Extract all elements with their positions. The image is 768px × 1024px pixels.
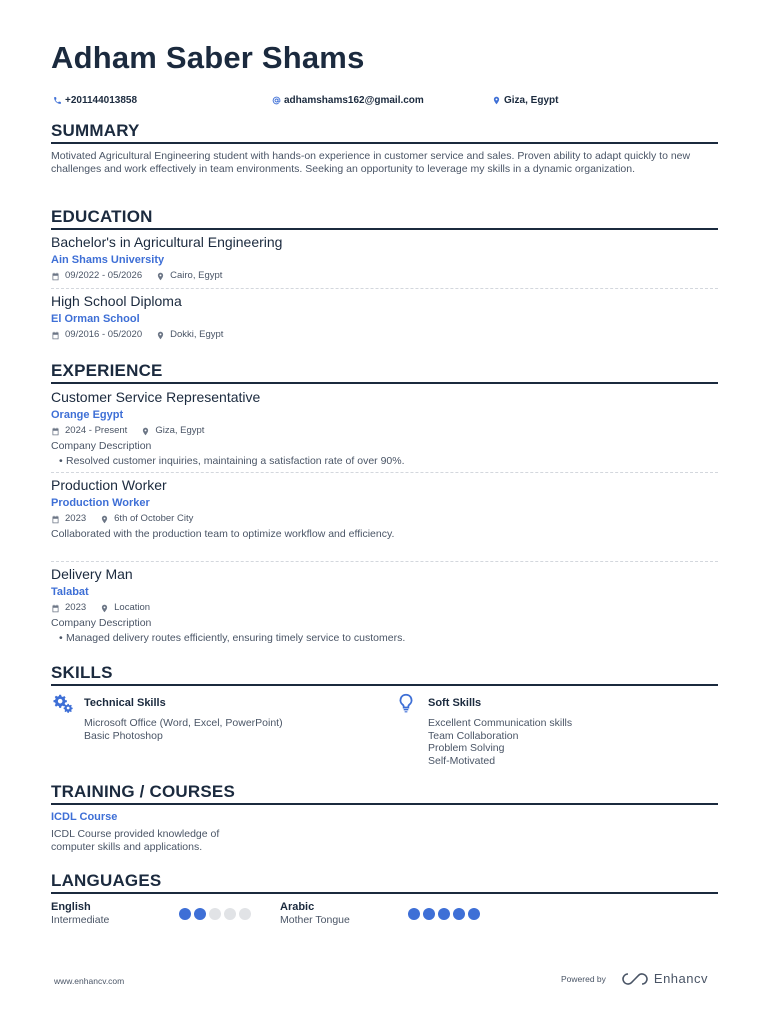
calendar-icon: [51, 272, 60, 281]
summary-heading: SUMMARY: [51, 121, 718, 144]
language-item: [280, 901, 500, 929]
entry-dates: 2023: [65, 513, 87, 524]
rating-dot: [453, 908, 465, 920]
company-description: Company Description: [51, 440, 152, 452]
location-pin-icon: [156, 272, 165, 281]
company-description: Company Description: [51, 617, 152, 629]
phone-text: +201144013858: [65, 94, 138, 106]
language-rating: [179, 908, 254, 920]
entry-meta: [51, 425, 718, 437]
location-pin-icon: [156, 331, 165, 340]
gears-icon: [51, 692, 73, 714]
entry-meta: [51, 513, 718, 525]
experience-entry: [51, 389, 718, 468]
rating-dot: [239, 908, 251, 920]
phone-icon: [51, 94, 63, 106]
entry-meta: [51, 602, 718, 614]
calendar-icon: [51, 604, 60, 613]
location-pin-icon: [141, 427, 150, 436]
skill-item: Microsoft Office (Word, Excel, PowerPoint): [84, 717, 283, 729]
rating-dot: [194, 908, 206, 920]
entry-dates: 09/2016 - 05/2020: [65, 329, 143, 340]
language-name: English: [51, 901, 91, 913]
summary-text: Motivated Agricultural Engineering student with hands-on experience in customer service and sales. Proven ability to adapt quickly to new challenges and work effectively in team environments. Seeking an opportunity to leverage my skills in a dynamic organization.: [51, 150, 691, 175]
experience-heading: EXPERIENCE: [51, 361, 718, 384]
powered-by-text: Powered by: [561, 973, 606, 984]
footer-brand: [561, 971, 708, 986]
rating-dot: [224, 908, 236, 920]
at-icon: [270, 94, 282, 106]
entry-meta: [51, 329, 718, 341]
entry-location: Dokki, Egypt: [170, 329, 224, 340]
role-title: Customer Service Representative: [51, 389, 261, 405]
language-item: [51, 901, 271, 929]
entry-location: 6th of October City: [114, 513, 194, 524]
footer-website[interactable]: www.enhancv.com: [54, 976, 125, 986]
contact-location: [490, 94, 558, 106]
course-description-line: ICDL Course provided knowledge of: [51, 828, 220, 840]
contact-phone[interactable]: [51, 94, 137, 106]
rating-dot: [423, 908, 435, 920]
skill-item: Self-Motivated: [428, 754, 496, 767]
languages-heading: LANGUAGES: [51, 871, 718, 894]
bullet-item: • Managed delivery routes efficiently, ensuring timely service to customers.: [59, 632, 406, 644]
rating-dot: [179, 908, 191, 920]
contact-bar: [51, 94, 718, 108]
bullet-text: Managed delivery routes efficiently, ensuring timely service to customers.: [66, 632, 406, 644]
location-pin-icon: [490, 94, 502, 106]
education-entry: [51, 293, 718, 341]
skill-item: Basic Photoshop: [84, 729, 163, 742]
language-level: Mother Tongue: [280, 914, 350, 926]
education-entry: [51, 234, 718, 282]
rating-dot: [438, 908, 450, 920]
course-name: ICDL Course: [51, 811, 118, 823]
brand-name: Enhancv: [653, 971, 708, 986]
calendar-icon: [51, 515, 60, 524]
technical-skills-label: Technical Skills: [84, 697, 166, 709]
bullet-text: Resolved customer inquiries, maintaining a satisfaction rate of over 90%.: [66, 455, 405, 467]
school-name: El Orman School: [51, 313, 140, 325]
course-description: [51, 828, 271, 853]
entry-divider: [51, 288, 718, 289]
rating-dot: [209, 908, 221, 920]
school-name: Ain Shams University: [51, 254, 165, 266]
soft-skills-label: Soft Skills: [428, 697, 482, 709]
language-level: Intermediate: [51, 914, 110, 926]
company-name: Orange Egypt: [51, 409, 124, 421]
education-heading: EDUCATION: [51, 207, 718, 230]
enhancv-logo-icon: [622, 972, 648, 986]
rating-dot: [468, 908, 480, 920]
company-name: Talabat: [51, 586, 89, 598]
degree-title: High School Diploma: [51, 293, 182, 309]
entry-divider: [51, 472, 718, 473]
lightbulb-icon: [395, 692, 417, 714]
soft-skills: [395, 692, 695, 767]
entry-meta: [51, 270, 718, 282]
skill-item: Problem Solving: [428, 742, 505, 754]
experience-entry: [51, 477, 718, 541]
entry-dates: 2024 - Present: [65, 425, 128, 436]
degree-title: Bachelor's in Agricultural Engineering: [51, 234, 283, 250]
entry-dates: 09/2022 - 05/2026: [65, 270, 143, 281]
training-heading: TRAINING / COURSES: [51, 782, 718, 805]
skill-item: Excellent Communication skills: [428, 717, 573, 729]
entry-location: Cairo, Egypt: [170, 270, 223, 281]
contact-email[interactable]: [270, 94, 424, 106]
entry-location: Location: [114, 602, 151, 613]
language-rating: [408, 908, 483, 920]
calendar-icon: [51, 331, 60, 340]
location-pin-icon: [100, 604, 109, 613]
entry-location: Giza, Egypt: [155, 425, 205, 436]
entry-divider: [51, 561, 718, 562]
role-title: Delivery Man: [51, 566, 133, 582]
experience-entry: [51, 566, 718, 645]
rating-dot: [408, 908, 420, 920]
calendar-icon: [51, 427, 60, 436]
company-name: Production Worker: [51, 497, 150, 509]
bullet-item: • Resolved customer inquiries, maintaining a satisfaction rate of over 90%.: [59, 455, 405, 467]
location-text: Giza, Egypt: [504, 94, 559, 106]
email-text: adhamshams162@gmail.com: [284, 94, 424, 106]
skill-item: Team Collaboration: [428, 729, 519, 742]
technical-skills: [51, 692, 351, 742]
role-title: Production Worker: [51, 477, 167, 493]
role-description: Collaborated with the production team to optimize workflow and efficiency.: [51, 528, 395, 540]
language-name: Arabic: [280, 901, 315, 913]
candidate-name: Adham Saber Shams: [51, 40, 365, 75]
skills-heading: SKILLS: [51, 663, 718, 686]
course-description-line: computer skills and applications.: [51, 840, 203, 853]
entry-dates: 2023: [65, 602, 87, 613]
enhancv-logo[interactable]: [622, 971, 708, 986]
location-pin-icon: [100, 515, 109, 524]
